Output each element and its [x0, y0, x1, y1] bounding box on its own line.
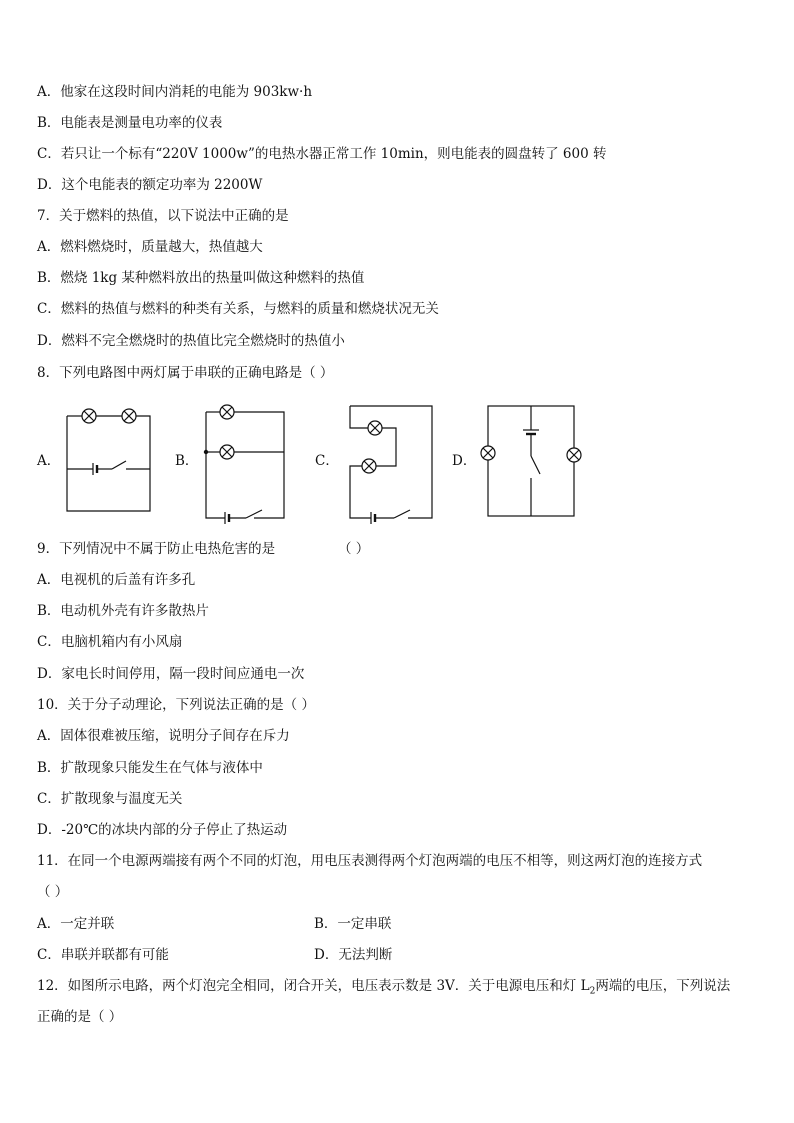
q10-stem: 10．关于分子动理论，下列说法正确的是（ ）	[37, 697, 315, 713]
q10-option-a: A．固体很难被压缩，说明分子间存在斥力	[37, 728, 290, 744]
q7-option-b: B．燃烧 1kg 某种燃料放出的热量叫做这种燃料的热值	[37, 270, 365, 286]
circuit-diagram-b	[198, 402, 290, 524]
q10-option-d: D．-20℃的冰块内部的分子停止了热运动	[37, 822, 288, 838]
q8-label-a: A．	[37, 453, 61, 469]
q11-answer-paren: （ ）	[37, 884, 69, 900]
q7-option-d: D．燃料不完全燃烧时的热值比完全燃烧时的热值小	[37, 333, 345, 349]
q6-option-b: B．电能表是测量电功率的仪表	[37, 115, 223, 131]
q8-label-d: D．	[452, 453, 477, 469]
q7-stem: 7．关于燃料的热值，以下说法中正确的是	[37, 208, 289, 224]
q6-option-a: A．他家在这段时间内消耗的电能为 903kw·h	[37, 84, 313, 100]
q11-option-a: A．一定并联	[37, 916, 115, 932]
q9-option-a: A．电视机的后盖有许多孔	[37, 572, 196, 588]
q12-stem-continued: 正确的是（ ）	[37, 1009, 123, 1025]
q6-option-d: D．这个电能表的额定功率为 2200W	[37, 177, 263, 193]
q11-option-d: D．无法判断	[314, 947, 393, 963]
q8-stem: 8．下列电路图中两灯属于串联的正确电路是（ ）	[37, 365, 334, 381]
circuit-diagram-c	[342, 402, 436, 524]
q8-label-b: B．	[175, 453, 199, 469]
q10-option-b: B．扩散现象只能发生在气体与液体中	[37, 760, 263, 776]
q9-option-c: C．电脑机箱内有小风扇	[37, 634, 183, 650]
q12-subscript: 2	[589, 986, 596, 997]
q9-option-d: D．家电长时间停用，隔一段时间应通电一次	[37, 666, 305, 682]
q7-option-a: A．燃料燃烧时，质量越大，热值越大	[37, 239, 263, 255]
q11-option-c: C．串联并联都有可能	[37, 947, 169, 963]
q12-stem	[37, 977, 730, 1001]
circuit-diagram-a	[60, 402, 156, 518]
q11-stem: 11．在同一个电源两端接有两个不同的灯泡，用电压表测得两个灯泡两端的电压不相等，则这两灯泡的连接方式	[37, 853, 703, 869]
q8-label-c: C．	[315, 453, 339, 469]
q7-option-c: C．燃料的热值与燃料的种类有关系，与燃料的质量和燃烧状况无关	[37, 301, 439, 317]
q9-answer-paren: （ ）	[338, 541, 370, 557]
q12-stem-part1: 12．如图所示电路，两个灯泡完全相同，闭合开关，电压表示数是 3V．关于电源电压和灯 L	[37, 978, 590, 994]
q10-option-c: C．扩散现象与温度无关	[37, 791, 183, 807]
circuit-diagram-d	[478, 402, 582, 522]
q6-option-c: C．若只让一个标有“220V 1000w”的电热水器正常工作 10min，则电能表的圆盘转了 600 转	[37, 146, 607, 162]
q9-stem: 9．下列情况中不属于防止电热危害的是	[37, 541, 276, 557]
q11-option-b: B．一定串联	[314, 916, 392, 932]
q12-stem-part2: 两端的电压，下列说法	[595, 978, 731, 994]
q9-option-b: B．电动机外壳有许多散热片	[37, 603, 209, 619]
